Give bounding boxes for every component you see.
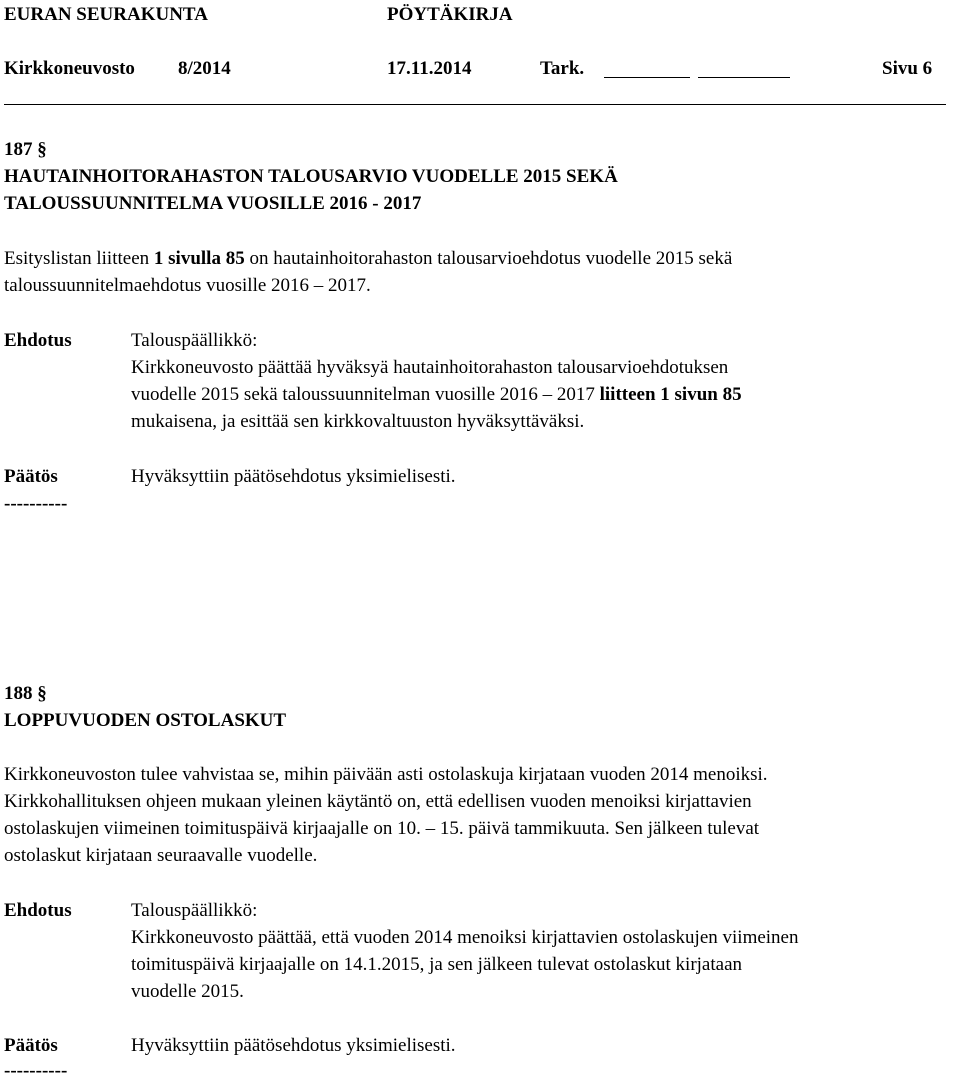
section-188-proposal-line3: vuodelle 2015. <box>131 981 244 1002</box>
page-number: Sivu 6 <box>882 58 933 79</box>
proposal-attachment-ref: liitteen 1 sivun 85 <box>599 384 742 405</box>
section-188-body-line2: Kirkkohallituksen ohjeen mukaan yleinen käytäntö on, että edellisen vuoden menoiksi kirjattavien <box>4 791 752 812</box>
intro-attachment-ref: 1 sivulla 85 <box>153 248 245 269</box>
section-187-decision-label: Päätös <box>4 466 58 487</box>
section-187-separator: ---------- <box>4 493 68 514</box>
section-187-proposer: Talouspäällikkö: <box>131 330 258 351</box>
section-187-intro-line2: taloussuunnitelmaehdotus vuosille 2016 – 2017. <box>4 275 371 296</box>
section-187-proposal-line1: Kirkkoneuvosto päättää hyväksyä hautainhoitorahaston talousarvioehdotuksen <box>131 357 729 378</box>
section-187-title-line2: TALOUSSUUNNITELMA VUOSILLE 2016 - 2017 <box>4 193 422 214</box>
check-signature-line-1 <box>604 77 690 78</box>
section-188-body-line1: Kirkkoneuvoston tulee vahvistaa se, mihin päivään asti ostolaskuja kirjataan vuoden 2014 menoiksi. <box>4 764 768 785</box>
meeting-date: 17.11.2014 <box>387 58 472 79</box>
meeting-body: Kirkkoneuvosto <box>4 58 135 79</box>
section-187-proposal-line2 <box>131 382 960 408</box>
section-symbol: § <box>37 683 47 704</box>
section-188-heading <box>4 681 47 707</box>
section-188-decision: Hyväksyttiin päätösehdotus yksimielisesti. <box>131 1035 456 1056</box>
section-187-title-line1: HAUTAINHOITORAHASTON TALOUSARVIO VUODELLE 2015 SEKÄ <box>4 166 618 187</box>
proposal-text: vuodelle 2015 sekä taloussuunnitelman vuosille 2016 – 2017 <box>131 384 600 405</box>
section-188-title: LOPPUVUODEN OSTOLASKUT <box>4 710 287 731</box>
section-187-decision: Hyväksyttiin päätösehdotus yksimielisesti. <box>131 466 456 487</box>
intro-text: Esityslistan liitteen <box>4 248 154 269</box>
section-188-body-line4: ostolaskut kirjataan seuraavalle vuodelle. <box>4 845 318 866</box>
org-name: EURAN SEURAKUNTA <box>4 4 208 25</box>
session-number: 8/2014 <box>178 58 231 79</box>
header-rule <box>4 104 946 105</box>
doc-type: PÖYTÄKIRJA <box>387 4 513 25</box>
section-187-heading <box>4 137 47 163</box>
section-188-proposal-label: Ehdotus <box>4 900 72 921</box>
section-187-proposal-line3: mukaisena, ja esittää sen kirkkovaltuuston hyväksyttäväksi. <box>131 411 585 432</box>
section-188-proposal-line2: toimituspäivä kirjaajalle on 14.1.2015, ja sen jälkeen tulevat ostolaskut kirjataan <box>131 954 743 975</box>
section-187-proposal-label: Ehdotus <box>4 330 72 351</box>
section-number: 187 <box>4 139 33 160</box>
section-188-separator: ---------- <box>4 1060 68 1081</box>
section-188-body-line3: ostolaskujen viimeinen toimituspäivä kirjaajalle on 10. – 15. päivä tammikuuta. Sen jälkeen tulevat <box>4 818 760 839</box>
section-188-proposer: Talouspäällikkö: <box>131 900 258 921</box>
section-188-proposal-line1: Kirkkoneuvosto päättää, että vuoden 2014 menoiksi kirjattavien ostolaskujen viimeinen <box>131 927 799 948</box>
check-signature-line-2 <box>698 77 790 78</box>
check-label: Tark. <box>540 58 585 79</box>
section-187-intro-line1 <box>4 246 954 272</box>
section-number: 188 <box>4 683 33 704</box>
section-symbol: § <box>37 139 47 160</box>
section-188-decision-label: Päätös <box>4 1035 58 1056</box>
intro-text-cont: on hautainhoitorahaston talousarvioehdotus vuodelle 2015 sekä <box>244 248 733 269</box>
